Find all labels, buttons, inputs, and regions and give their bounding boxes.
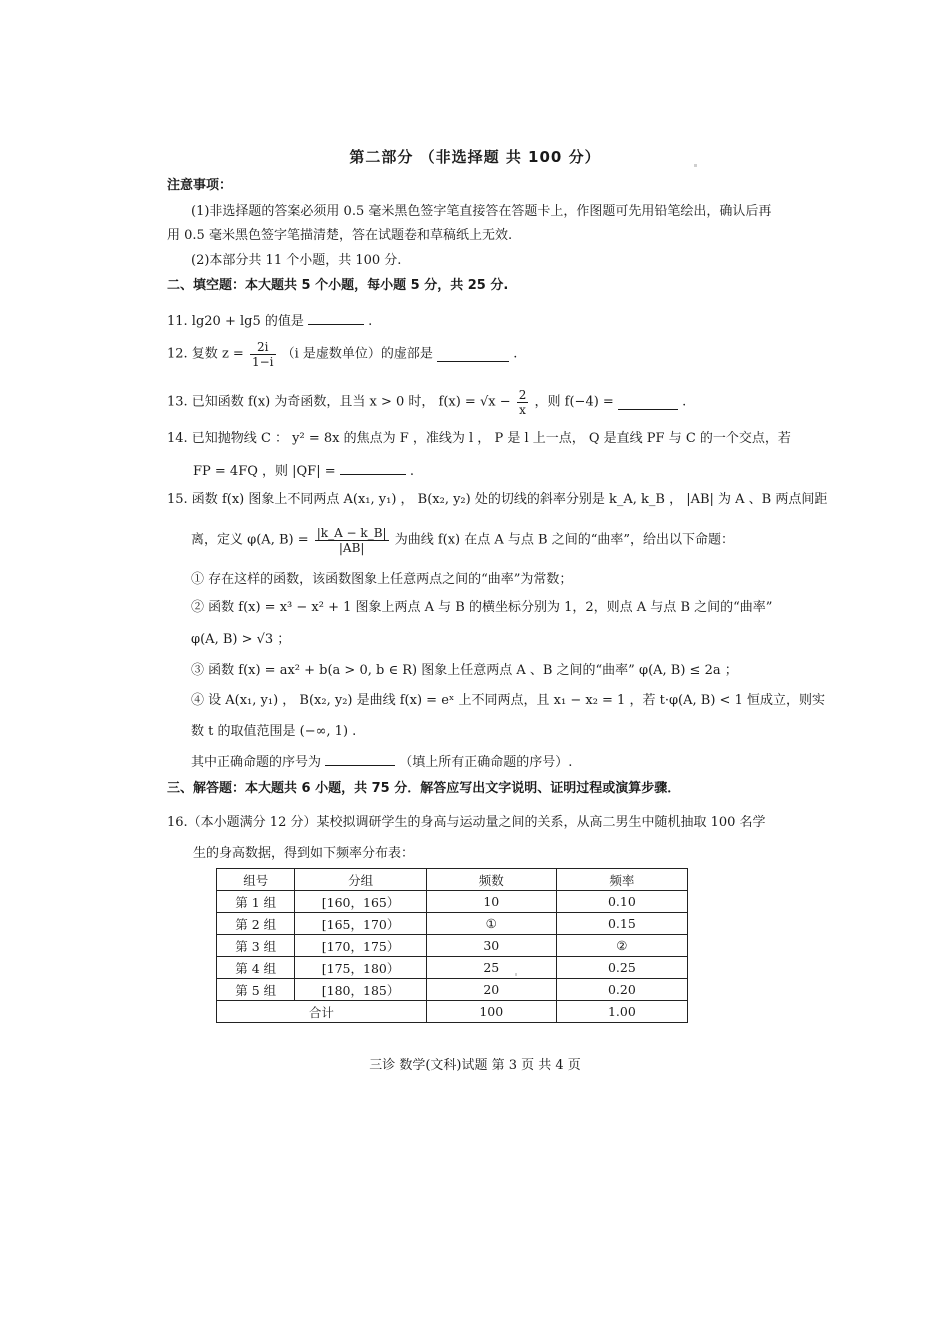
table-cell: [175，180） <box>295 957 426 979</box>
section3-heading: 三、解答题：本大题共 6 小题，共 75 分．解答应写出文字说明、证明过程或演算步骤． <box>167 781 681 796</box>
q13-end: . <box>682 394 687 410</box>
table-header-cell: 频率 <box>556 869 687 891</box>
q15-answer-post: （填上所有正确命题的序号）. <box>399 755 573 770</box>
q15-item-4b: 数 t 的取值范围是 (−∞, 1) . <box>191 724 357 739</box>
q12-fraction <box>250 340 276 369</box>
page-footer: 三诊 数学(文科)试题 第 3 页 共 4 页 <box>369 1058 581 1073</box>
q15-item-2b: φ(A, B) > √3 ； <box>191 632 291 647</box>
q15-answer-pre: 其中正确命题的序号为 <box>191 755 322 770</box>
table-total-row <box>217 1001 688 1023</box>
page-title: 第二部分 （非选择题 共 100 分） <box>349 148 601 166</box>
q14-end: . <box>409 464 415 479</box>
table-row <box>217 913 688 935</box>
table-cell: 第 1 组 <box>217 891 295 913</box>
question-12 <box>167 340 517 369</box>
q15-item-3: ③ 函数 f(x) = ax² + b(a > 0, b ∈ R) 图象上任意两点 A 、B 之间的“曲率” φ(A, B) ≤ 2a ； <box>191 663 738 678</box>
table-row <box>217 891 688 913</box>
q15-line2-post: 为曲线 f(x) 在点 A 与点 B 之间的“曲率”，给出以下命题： <box>394 532 735 548</box>
question-14-line-2 <box>193 461 414 481</box>
table-row <box>217 935 688 957</box>
q13-pre: 13. 已知函数 f(x) 为奇函数，且当 x > 0 时， f(x) = √x − <box>167 394 511 410</box>
q15-item-4a: ④ 设 A(x₁, y₁) ， B(x₂, y₂) 是曲线 f(x) = eˣ 上不同两点，且 x₁ − x₂ = 1 ，若 t·φ(A, B) < 1 恒成立，则实 <box>191 693 825 708</box>
q15-answer-line <box>191 752 572 772</box>
frequency-table <box>216 868 688 1023</box>
table-cell: [170，175） <box>295 935 426 957</box>
table-cell: 100 <box>426 1001 556 1023</box>
table-cell: 1.00 <box>556 1001 687 1023</box>
q12-numerator: 2i <box>250 340 276 355</box>
scan-speck <box>694 164 697 167</box>
q15-numerator: |k_A − k_B| <box>316 526 387 540</box>
table-cell: 第 3 组 <box>217 935 295 957</box>
table-cell: 0.15 <box>556 913 687 935</box>
q12-denominator: 1−i <box>251 355 274 369</box>
q14-line2: FP = 4FQ ，则 |QF| = <box>193 464 336 479</box>
table-cell: 20 <box>426 979 556 1001</box>
table-cell: ② <box>556 935 687 957</box>
table-cell: 10 <box>426 891 556 913</box>
section2-heading: 二、填空题：本大题共 5 个小题，每小题 5 分，共 25 分. <box>167 278 509 293</box>
question-16-line-2: 生的身高数据，得到如下频率分布表： <box>193 846 415 861</box>
table-row <box>217 979 688 1001</box>
question-13 <box>167 388 686 417</box>
table-cell: 0.10 <box>556 891 687 913</box>
q13-denominator: x <box>519 403 526 417</box>
question-15-line-2 <box>191 526 734 555</box>
table-header-row <box>217 869 688 891</box>
scan-speck <box>515 973 517 976</box>
table-cell: 30 <box>426 935 556 957</box>
table-header-cell: 频数 <box>426 869 556 891</box>
notes-line-1a: (1)非选择题的答案必须用 0.5 毫米黑色签字笔直接答在答题卡上，作图题可先用铅笔绘出，确认后再 <box>191 204 772 219</box>
table-cell: 0.20 <box>556 979 687 1001</box>
q15-item-2a: ② 函数 f(x) = x³ − x² + 1 图象上两点 A 与 B 的横坐标分别为 1，2，则点 A 与点 B 之间的“曲率” <box>191 600 773 615</box>
q11-answer-blank <box>308 311 364 325</box>
question-14-line-1: 14. 已知抛物线 C ： y² = 8x 的焦点为 F ，准线为 l ， P 是 l 上一点， Q 是直线 PF 与 C 的一个交点，若 <box>167 431 791 446</box>
q12-answer-blank <box>437 348 509 362</box>
q13-post: ，则 f(−4) = <box>534 394 614 410</box>
notes-line-2: (2)本部分共 11 个小题，共 100 分. <box>191 253 402 268</box>
q12-post: （i 是虚数单位）的虚部是 <box>281 346 433 362</box>
table-header-cell: 组号 <box>217 869 295 891</box>
q14-answer-blank <box>340 461 406 475</box>
q11-text: 11. lg20 + lg5 的值是 <box>167 314 304 329</box>
table-cell: 合计 <box>217 1001 427 1023</box>
q13-numerator: 2 <box>518 388 527 402</box>
q13-fraction <box>517 388 529 417</box>
table-cell: 25 <box>426 957 556 979</box>
table-cell: 第 5 组 <box>217 979 295 1001</box>
table-row <box>217 957 688 979</box>
q15-line2-pre: 离，定义 φ(A, B) = <box>191 532 309 548</box>
table-cell: [180，185） <box>295 979 426 1001</box>
notes-heading: 注意事项： <box>167 178 233 193</box>
q12-end: . <box>513 346 518 362</box>
table-cell: 0.25 <box>556 957 687 979</box>
table-cell: ① <box>426 913 556 935</box>
q15-denominator: |AB| <box>338 541 365 555</box>
table-cell: [165，170） <box>295 913 426 935</box>
q11-end: . <box>368 314 373 329</box>
table-cell: [160，165） <box>295 891 426 913</box>
question-11 <box>167 311 372 331</box>
question-16-line-1: 16.（本小题满分 12 分）某校拟调研学生的身高与运动量之间的关系，从高二男生中随机抽取 100 名学 <box>167 815 766 830</box>
q15-answer-blank <box>325 752 395 766</box>
question-15-line-1: 15. 函数 f(x) 图象上不同两点 A(x₁, y₁) ， B(x₂, y₂) 处的切线的斜率分别是 k_A, k_B ， |AB| 为 A 、B 两点间距 <box>167 492 828 507</box>
table-header-cell: 分组 <box>295 869 426 891</box>
q15-fraction <box>315 526 389 555</box>
q13-answer-blank <box>618 396 678 410</box>
q15-item-1: ① 存在这样的函数，该函数图象上任意两点之间的“曲率”为常数； <box>191 572 573 587</box>
table-cell: 第 2 组 <box>217 913 295 935</box>
notes-line-1b: 用 0.5 毫米黑色签字笔描清楚，答在试题卷和草稿纸上无效. <box>167 228 513 243</box>
table-cell: 第 4 组 <box>217 957 295 979</box>
q12-pre: 12. 复数 z = <box>167 346 244 362</box>
